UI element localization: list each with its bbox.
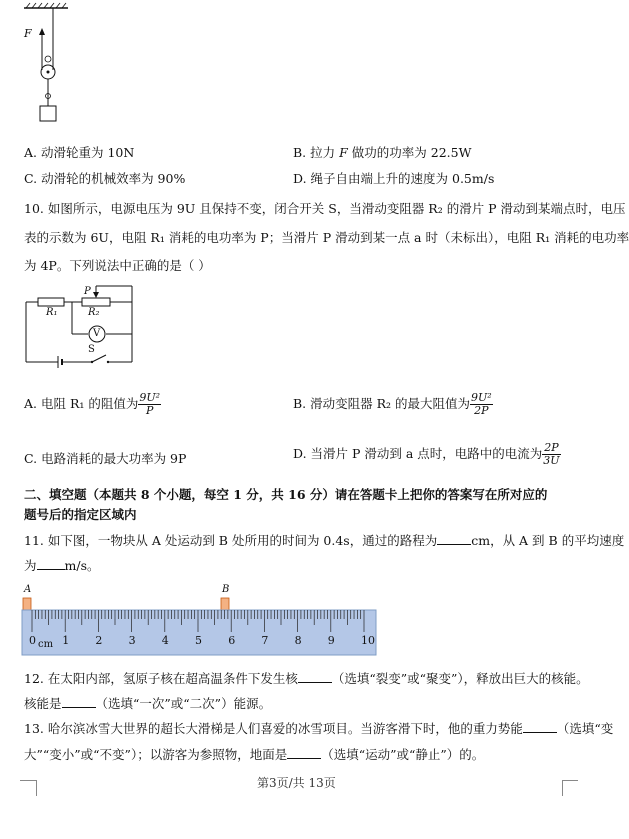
q12-line-2: 核能是 （选填“一次”或“二次”）能源。: [24, 696, 272, 711]
section-heading-line-1: 二、填空题（本题共 8 个小题，每空 1 分，共 16 分）请在答题卡上把你的答案写在所对应的: [24, 487, 548, 502]
q10-option-a: A. 电阻 R₁ 的阻值为 $\frac{\text{9U²}}{P}$: [24, 391, 161, 417]
q9-option-a: A. 动滑轮重为 10N: [24, 145, 135, 160]
q10-line-1: 10. 如图所示，电源电压为 9U 且保持不变，闭合开关 S，当滑动变阻器 R₂ 的滑片 P 滑动到某端点时，电压: [24, 201, 626, 216]
q12-line-1: 12. 在太阳内部，氢原子核在超高温条件下发生核 （选填“裂变”或“聚变”），释放出巨大的核能。: [24, 671, 589, 686]
switch-label: S: [88, 344, 95, 355]
ruler-tick-label: 4: [161, 634, 169, 647]
crop-mark-left-h: [20, 780, 36, 781]
ruler-tick-label: 6: [228, 634, 236, 647]
ruler-tick-label: 2: [95, 634, 103, 647]
q13-line-1: 13. 哈尔滨冰雪大世界的超长大滑梯是人们喜爱的冰雪项目。当游客滑下时，他的重力势能 （选填“变: [24, 721, 614, 736]
pulley-figure: [18, 2, 88, 132]
crop-mark-right-h: [562, 780, 578, 781]
slider-p-label: P: [84, 286, 91, 297]
ruler-figure: [18, 584, 380, 660]
q9-option-c: C. 动滑轮的机械效率为 90%: [24, 171, 186, 186]
q9-option-d: D. 绳子自由端上升的速度为 0.5m/s: [293, 171, 495, 186]
ruler-point-b: B: [222, 584, 230, 595]
q10-option-d: D. 当滑片 P 滑动到 a 点时，电路中的电流为 $\frac{2P}{3U}$: [293, 441, 560, 467]
ruler-tick-label: 7: [261, 634, 269, 647]
q9-option-b: B. 拉力 F 做功的功率为 22.5W: [293, 145, 472, 160]
section-heading-line-2: 题号后的指定区域内: [24, 507, 137, 522]
r2-label: R₂: [88, 307, 100, 318]
ruler-tick-label: 5: [195, 634, 202, 647]
circuit-diagram: [22, 282, 142, 372]
ruler-tick-label: 3: [128, 634, 136, 647]
ruler-point-a: A: [24, 584, 32, 595]
q10-option-b: B. 滑动变阻器 R₂ 的最大阻值为 $\frac{\text{9U²}}{2P}$: [293, 391, 492, 417]
q11-line-2: 为 m/s。: [24, 558, 100, 573]
q10-option-c: C. 电路消耗的最大功率为 9P: [24, 451, 187, 466]
ruler-tick-label: 10: [361, 634, 375, 647]
page-number: 第3页/共 13页: [257, 776, 336, 790]
q10-line-3: 为 4P。下列说法中正确的是（ ）: [24, 258, 211, 273]
crop-mark-left-v: [36, 780, 37, 796]
ruler-tick-label: 1: [62, 634, 70, 647]
ruler-tick-label: 9: [327, 634, 335, 647]
q11-line-1: 11. 如下图，一物块从 A 处运动到 B 处所用的时间为 0.4s，通过的路程为 cm，从 A 到 B 的平均速度: [24, 533, 625, 548]
crop-mark-right-v: [562, 780, 563, 796]
q10-line-2: 表的示数为 6U，电阻 R₁ 消耗的电功率为 P；当滑片 P 滑动到某一点 a 时（未标出），电阻 R₁ 消耗的电功率: [24, 230, 629, 245]
force-label: F: [24, 27, 32, 40]
r1-label: R₁: [46, 307, 58, 318]
ruler-tick-label: 8: [294, 634, 302, 647]
ruler-tick-label: 0: [29, 634, 36, 647]
q13-line-2: 大”“变小”或“不变”）；以游客为参照物，地面是 （选填“运动”或“静止”）的。: [24, 747, 485, 762]
voltmeter-label: V: [93, 328, 101, 339]
ruler-unit: cm: [38, 639, 54, 650]
